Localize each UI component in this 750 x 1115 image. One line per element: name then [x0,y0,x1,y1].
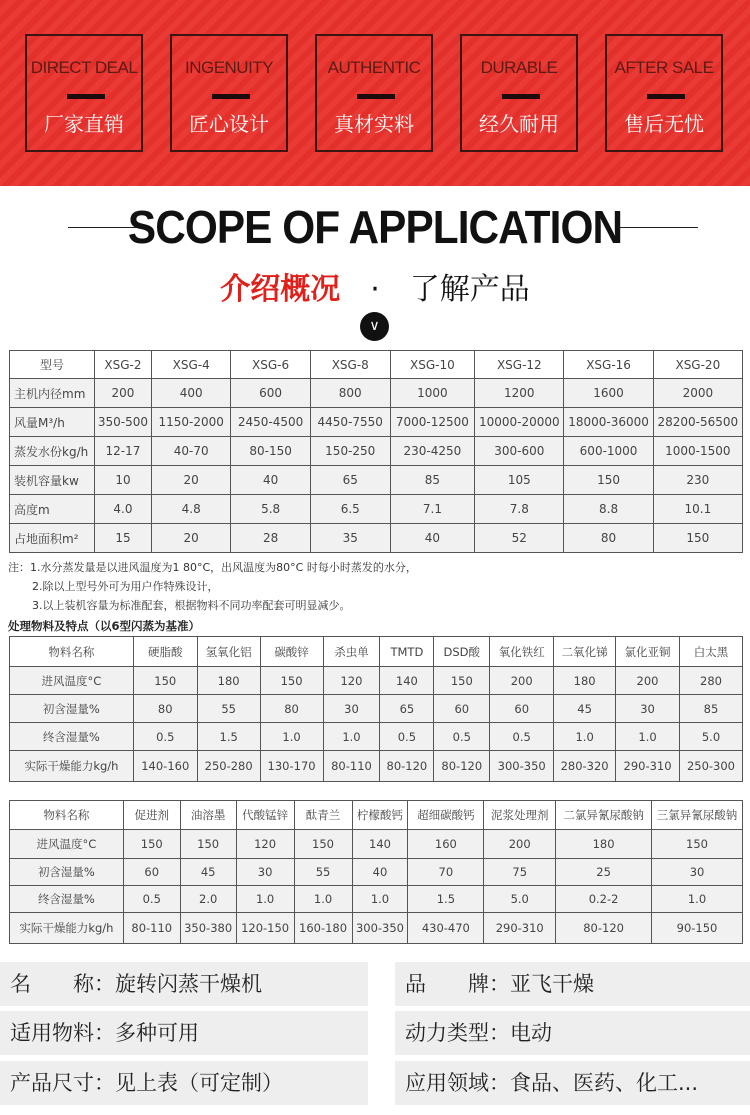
table-cell: 120 [323,667,380,695]
info-key: 产品尺寸： [10,1071,115,1095]
table-cell: 105 [475,466,564,495]
badge-zh: 匠心设计 [189,112,269,136]
feature-banner [0,0,750,186]
row-label-cell: 初含湿量% [10,859,124,886]
table-cell: 140 [380,667,434,695]
table-notes [8,558,417,615]
table-cell: 65 [380,695,434,723]
table-cell: 0.5 [490,723,554,751]
badge-authentic [315,34,433,152]
table-cell: 柠檬酸钙 [352,801,408,830]
table-cell: 150 [123,830,180,859]
table-cell: 6.5 [310,495,390,524]
table-cell: 120-150 [236,913,294,944]
table-cell: 0.5 [133,723,197,751]
table-cell: 150 [434,667,490,695]
table-row [10,637,743,667]
info-value: 旋转闪蒸干燥机 [115,972,262,996]
table-cell: 150 [133,667,197,695]
table-cell: 140 [352,830,408,859]
info-value: 食品、医药、化工... [510,1071,699,1095]
table-cell: 200 [484,830,556,859]
table-cell: 80-120 [380,751,434,782]
row-label-cell: 终含湿量% [10,723,134,751]
table-cell: 65 [310,466,390,495]
table-cell: 40-70 [151,437,230,466]
table-cell: 2.0 [180,886,236,913]
table-row [10,524,743,553]
badge-en: DURABLE [480,58,558,77]
table-cell: 2450-4500 [231,408,310,437]
row-label-cell: 进风温度°C [10,830,124,859]
table-cell: 10000-20000 [475,408,564,437]
table-row [10,379,743,408]
row-label-cell: 初含湿量% [10,695,134,723]
table-cell: 45 [554,695,616,723]
materials-table-2 [9,800,743,944]
table-cell: 55 [294,859,352,886]
table-cell: 油溶墨 [180,801,236,830]
table-cell: 160 [408,830,484,859]
table-row [10,830,743,859]
section-title-en: SCOPE OF APPLICATION [127,201,623,253]
table-cell: 140-160 [133,751,197,782]
table-cell: 60 [490,695,554,723]
table-row [10,695,743,723]
table-cell: DSD酸 [434,637,490,667]
table-cell: 180 [556,830,652,859]
table-cell: 0.5 [123,886,180,913]
table-cell: 二氯异氰尿酸钠 [556,801,652,830]
table-cell: 290-310 [484,913,556,944]
table-cell: 80 [133,695,197,723]
table-cell: XSG-12 [475,351,564,379]
table-cell: 150 [180,830,236,859]
info-value: 亚飞干燥 [510,972,594,996]
badge-en: AUTHENTIC [327,58,421,77]
table-cell: 白太黑 [679,637,742,667]
table-cell: 促进剂 [123,801,180,830]
info-size [0,1061,368,1105]
table-cell: 18000-36000 [564,408,653,437]
table-row [10,495,743,524]
info-brand [395,962,750,1006]
table-cell: 45 [180,859,236,886]
table-cell: 280 [679,667,742,695]
table-row [10,859,743,886]
table-cell: 290-310 [616,751,680,782]
row-label-cell: 蒸发水份kg/h [10,437,95,466]
table-cell: 300-600 [475,437,564,466]
table-cell: XSG-6 [231,351,310,379]
row-label-cell: 高度m [10,495,95,524]
row-label-cell: 型号 [10,351,95,379]
table-cell: 250-300 [679,751,742,782]
table-cell: 1.0 [294,886,352,913]
table-row [10,723,743,751]
table-cell: 30 [236,859,294,886]
info-key: 适用物料： [10,1021,115,1045]
table-cell: TMTD [380,637,434,667]
chevron-down-icon: ∨ [360,312,389,341]
table-cell: 2000 [653,379,742,408]
info-power [395,1011,750,1055]
table-cell: XSG-20 [653,351,742,379]
table-cell: 杀虫单 [323,637,380,667]
badge-divider [67,94,105,99]
info-key: 名 称： [10,972,115,996]
table-cell: 600-1000 [564,437,653,466]
note-1: 注：1.水分蒸发量是以进风温度为1 80°C，出风温度为80°C 时每小时蒸发的水分， [8,561,417,574]
section-title-zh [0,264,750,308]
row-label-cell: 终含湿量% [10,886,124,913]
table-cell: 1.5 [197,723,260,751]
table-row [10,667,743,695]
table-cell: 泥浆处理剂 [484,801,556,830]
table-cell: 40 [390,524,475,553]
badge-divider [502,94,540,99]
table-cell: 12-17 [94,437,151,466]
table-cell: 60 [434,695,490,723]
table-cell: 25 [556,859,652,886]
badge-direct-deal [25,34,143,152]
badge-after-sale [605,34,723,152]
materials-table-1 [9,636,743,782]
row-label-cell: 物料名称 [10,637,134,667]
table-cell: 10.1 [653,495,742,524]
table-cell: 180 [554,667,616,695]
table-cell: 85 [679,695,742,723]
table-cell: 氯化亚铜 [616,637,680,667]
table-cell: 1150-2000 [151,408,230,437]
table-cell: 75 [484,859,556,886]
table-cell: XSG-10 [390,351,475,379]
info-key: 品 牌： [405,972,510,996]
badge-en: AFTER SALE [614,58,714,77]
table-cell: 130-170 [260,751,323,782]
table-cell: 5.8 [231,495,310,524]
table-cell: 230 [653,466,742,495]
table-cell: 4.8 [151,495,230,524]
badge-divider [212,94,250,99]
row-label-cell: 装机容量kw [10,466,95,495]
table-cell: 80-150 [231,437,310,466]
table-cell: 7000-12500 [390,408,475,437]
table-row [10,886,743,913]
table-cell: 碳酸锌 [260,637,323,667]
table-cell: 350-380 [180,913,236,944]
table-cell: 0.2-2 [556,886,652,913]
table-row [10,437,743,466]
table-cell: 7.8 [475,495,564,524]
table-cell: 超细碳酸钙 [408,801,484,830]
table-cell: 600 [231,379,310,408]
table-cell: XSG-2 [94,351,151,379]
badge-en: DIRECT DEAL [30,58,138,77]
table-cell: 1200 [475,379,564,408]
table-row [10,913,743,944]
table-cell: 120 [236,830,294,859]
table-cell: 1.0 [260,723,323,751]
table-row [10,408,743,437]
info-value: 多种可用 [115,1021,199,1045]
table-cell: 5.0 [484,886,556,913]
badge-zh: 售后无忧 [624,112,704,136]
table-cell: 28200-56500 [653,408,742,437]
info-application [395,1061,750,1105]
table-cell: 硬脂酸 [133,637,197,667]
table-header-row [10,351,743,379]
table-cell: 280-320 [554,751,616,782]
badge-divider [357,94,395,99]
table-cell: 80-120 [434,751,490,782]
note-2: 2.除以上型号外可为用户作特殊设计， [32,580,219,593]
table-cell: 8.8 [564,495,653,524]
table-cell: 90-150 [652,913,743,944]
table-cell: 60 [123,859,180,886]
table-cell: 酞青兰 [294,801,352,830]
table-cell: 150 [260,667,323,695]
table-cell: 80 [564,524,653,553]
table-cell: XSG-16 [564,351,653,379]
row-label-cell: 占地面积m² [10,524,95,553]
table-row [10,751,743,782]
table-cell: 20 [151,524,230,553]
table-cell: 1.0 [236,886,294,913]
table-cell: 代酸锰锌 [236,801,294,830]
table-cell: 20 [151,466,230,495]
materials-title: 处理物料及特点（以6型闪蒸为基准） [8,619,200,633]
table-cell: 氢氧化铝 [197,637,260,667]
table-cell: 230-4250 [390,437,475,466]
info-materials [0,1011,368,1055]
table-cell: 300-350 [490,751,554,782]
table-cell: 160-180 [294,913,352,944]
table-cell: 350-500 [94,408,151,437]
table-cell: 200 [490,667,554,695]
title-zh-red: 介绍概况 [220,272,341,307]
table-cell: 35 [310,524,390,553]
table-cell: 250-280 [197,751,260,782]
table-cell: 400 [151,379,230,408]
table-cell: 10 [94,466,151,495]
table-cell: 200 [616,667,680,695]
table-cell: 1000 [390,379,475,408]
table-cell: 30 [652,859,743,886]
table-cell: 二氧化锑 [554,637,616,667]
table-cell: 40 [231,466,310,495]
table-cell: 30 [616,695,680,723]
table-cell: 7.1 [390,495,475,524]
table-cell: 0.5 [380,723,434,751]
table-cell: 150 [653,524,742,553]
badge-durable [460,34,578,152]
row-label-cell: 风量M³/h [10,408,95,437]
table-cell: 150 [564,466,653,495]
title-separator: · [370,272,380,307]
table-cell: 1.0 [554,723,616,751]
table-row [10,801,743,830]
table-cell: 5.0 [679,723,742,751]
badge-divider [647,94,685,99]
table-cell: 200 [94,379,151,408]
table-cell: 1.5 [408,886,484,913]
table-cell: 1.0 [323,723,380,751]
table-cell: 氧化铁红 [490,637,554,667]
table-cell: 80-110 [323,751,380,782]
info-key: 动力类型： [405,1021,510,1045]
badge-zh: 厂家直销 [44,112,124,136]
table-cell: 80-120 [556,913,652,944]
table-cell: 55 [197,695,260,723]
note-3: 3.以上装机容量为标准配套，根据物料不同功率配套可明显减少。 [32,599,351,612]
table-cell: 15 [94,524,151,553]
badge-zh: 真材实料 [334,112,414,136]
table-row [10,466,743,495]
table-cell: XSG-8 [310,351,390,379]
table-cell: 150-250 [310,437,390,466]
badge-zh: 经久耐用 [479,112,559,136]
table-cell: 30 [323,695,380,723]
info-key: 应用领域： [405,1071,510,1095]
table-cell: 80-110 [123,913,180,944]
badge-en: INGENUITY [184,58,274,77]
table-cell: 150 [652,830,743,859]
spec-table [9,350,743,553]
table-cell: 1.0 [616,723,680,751]
row-label-cell: 主机内径mm [10,379,95,408]
info-value: 见上表（可定制） [115,1071,283,1095]
table-cell: 430-470 [408,913,484,944]
table-cell: 85 [390,466,475,495]
table-cell: 300-350 [352,913,408,944]
table-cell: 三氯异氰尿酸钠 [652,801,743,830]
info-name [0,962,368,1006]
table-cell: 70 [408,859,484,886]
badge-ingenuity [170,34,288,152]
row-label-cell: 物料名称 [10,801,124,830]
table-cell: XSG-4 [151,351,230,379]
table-cell: 1000-1500 [653,437,742,466]
row-label-cell: 实际干燥能力kg/h [10,913,124,944]
table-cell: 1.0 [352,886,408,913]
table-cell: 52 [475,524,564,553]
table-cell: 28 [231,524,310,553]
title-zh-black: 了解产品 [409,272,530,307]
table-cell: 150 [294,830,352,859]
table-cell: 0.5 [434,723,490,751]
table-cell: 800 [310,379,390,408]
table-cell: 1600 [564,379,653,408]
info-value: 电动 [510,1021,552,1045]
table-cell: 4.0 [94,495,151,524]
table-cell: 180 [197,667,260,695]
table-cell: 4450-7550 [310,408,390,437]
row-label-cell: 进风温度°C [10,667,134,695]
row-label-cell: 实际干燥能力kg/h [10,751,134,782]
table-cell: 80 [260,695,323,723]
table-cell: 40 [352,859,408,886]
table-cell: 1.0 [652,886,743,913]
